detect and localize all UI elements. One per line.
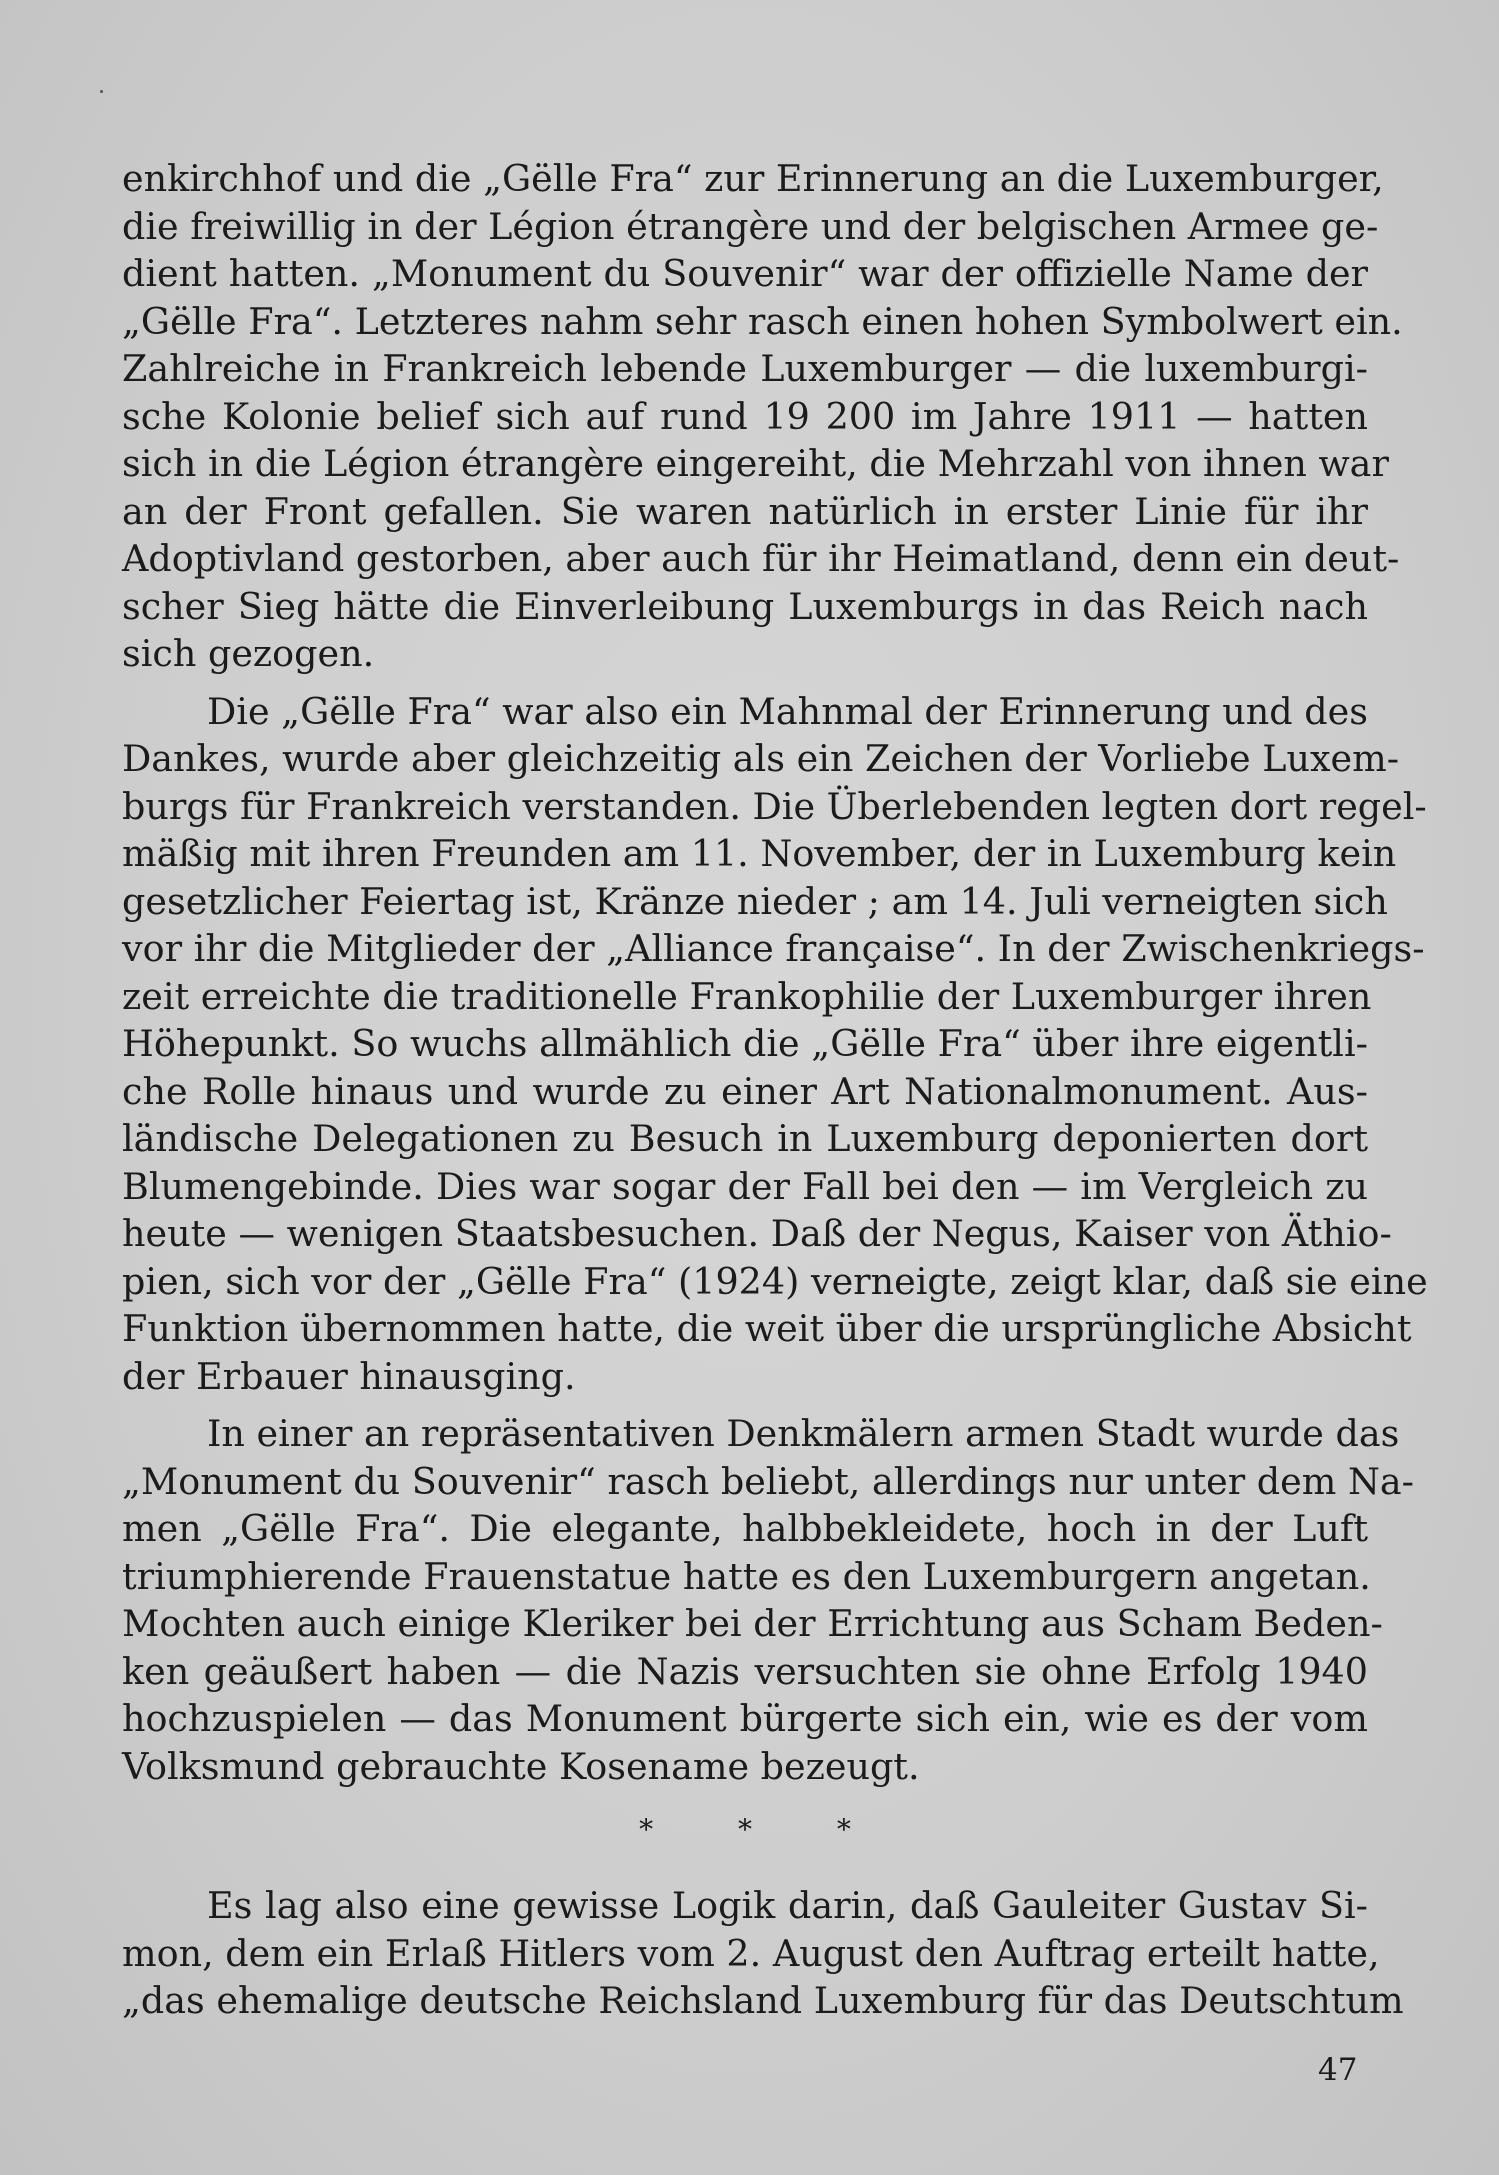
text-line: che Rolle hinaus und wurde zu einer Art Nationalmonument. Aus- <box>122 1069 1368 1113</box>
text-line: Blumengebinde. Dies war sogar der Fall bei den — im Vergleich zu <box>122 1164 1368 1208</box>
paragraph-2 <box>122 688 1428 1401</box>
text-line: Zahlreiche in Frankreich lebende Luxemburger — die luxemburgi- <box>122 347 1368 390</box>
paragraph-3 <box>122 1410 1414 1790</box>
scan-speck <box>100 90 103 93</box>
text-line: pien, sich vor der „Gëlle Fra“ (1924) verneigte, zeigt klar, daß sie eine <box>122 1259 1428 1303</box>
text-line: vor ihr die Mitglieder der „Alliance française“. In der Zwischenkriegs- <box>122 927 1425 970</box>
text-line: triumphierende Frauenstatue hatte es den Luxemburgern angetan. <box>122 1554 1371 1598</box>
text-line: sich gezogen. <box>122 632 375 675</box>
text-line: Höhepunkt. So wuchs allmählich die „Gëlle Fra“ über ihre eigentli- <box>122 1022 1368 1065</box>
text-line: Dankes, wurde aber gleichzeitig als ein Zeichen der Vorliebe Luxem- <box>122 737 1400 780</box>
text-line: burgs für Frankreich verstanden. Die Überlebenden legten dort regel- <box>122 784 1427 828</box>
text-line: heute — wenigen Staatsbesuchen. Daß der Negus, Kaiser von Äthio- <box>122 1212 1392 1255</box>
text-line: zeit erreichte die traditionelle Frankophilie der Luxemburger ihren <box>122 974 1372 1018</box>
text-line: sich in die Légion étrangère eingereiht, die Mehrzahl von ihnen war <box>122 442 1389 485</box>
text-line: In einer an repräsentativen Denkmälern armen Stadt wurde das <box>207 1412 1400 1455</box>
text-line: „Monument du Souvenir“ rasch beliebt, allerdings nur unter dem Na- <box>122 1459 1414 1503</box>
text-line: gesetzlicher Feiertag ist, Kränze nieder ; am 14. Juli verneigten sich <box>122 879 1388 923</box>
text-line: mon, dem ein Erlaß Hitlers vom 2. August den Auftrag erteilt hatte, <box>122 1931 1380 1975</box>
text-line: an der Front gefallen. Sie waren natürlich in erster Linie für ihr <box>122 489 1368 533</box>
text-line: Es lag also eine gewisse Logik darin, daß Gauleiter Gustav Si- <box>207 1884 1368 1927</box>
text-line: ländische Delegationen zu Besuch in Luxemburg deponierten dort <box>122 1117 1368 1160</box>
text-line: sche Kolonie belief sich auf rund 19 200 im Jahre 1911 — hatten <box>122 394 1368 438</box>
page-number: 47 <box>1318 2052 1358 2088</box>
text-line: men „Gëlle Fra“. Die elegante, halbbekleidete, hoch in der Luft <box>122 1507 1368 1550</box>
section-divider: * * * <box>639 1813 889 1846</box>
body-text <box>122 155 1428 2025</box>
text-line: „Gëlle Fra“. Letzteres nahm sehr rasch einen hohen Symbolwert ein. <box>122 299 1403 343</box>
text-line: Adoptivland gestorben, aber auch für ihr Heimatland, denn ein deut- <box>122 537 1400 580</box>
text-line: Die „Gëlle Fra“ war also ein Mahnmal der Erinnerung und des <box>207 689 1368 733</box>
text-line: hochzuspielen — das Monument bürgerte sich ein, wie es der vom <box>122 1697 1368 1740</box>
text-line: Volksmund gebrauchte Kosename bezeugt. <box>122 1744 920 1788</box>
text-line: scher Sieg hätte die Einverleibung Luxemburgs in das Reich nach <box>122 584 1368 628</box>
text-line: Mochten auch einige Kleriker bei der Errichtung aus Scham Beden- <box>122 1602 1383 1645</box>
text-line: „das ehemalige deutsche Reichsland Luxemburg für das Deutschtum <box>122 1979 1404 2022</box>
text-line: enkirchhof und die „Gëlle Fra“ zur Erinnerung an die Luxemburger, <box>122 157 1384 200</box>
paragraph-4 <box>122 1882 1404 2025</box>
text-line: der Erbauer hinausging. <box>122 1354 576 1398</box>
text-line: mäßig mit ihren Freunden am 11. November, der in Luxemburg kein <box>122 832 1397 875</box>
text-line: ken geäußert haben — die Nazis versuchten sie ohne Erfolg 1940 <box>122 1649 1368 1693</box>
paragraph-1 <box>122 155 1403 678</box>
text-line: die freiwillig in der Légion étrangère und der belgischen Armee ge- <box>122 204 1379 248</box>
text-line: dient hatten. „Monument du Souvenir“ war der offizielle Name der <box>122 252 1368 295</box>
text-line: Funktion übernommen hatte, die weit über die ursprüngliche Absicht <box>122 1307 1412 1350</box>
